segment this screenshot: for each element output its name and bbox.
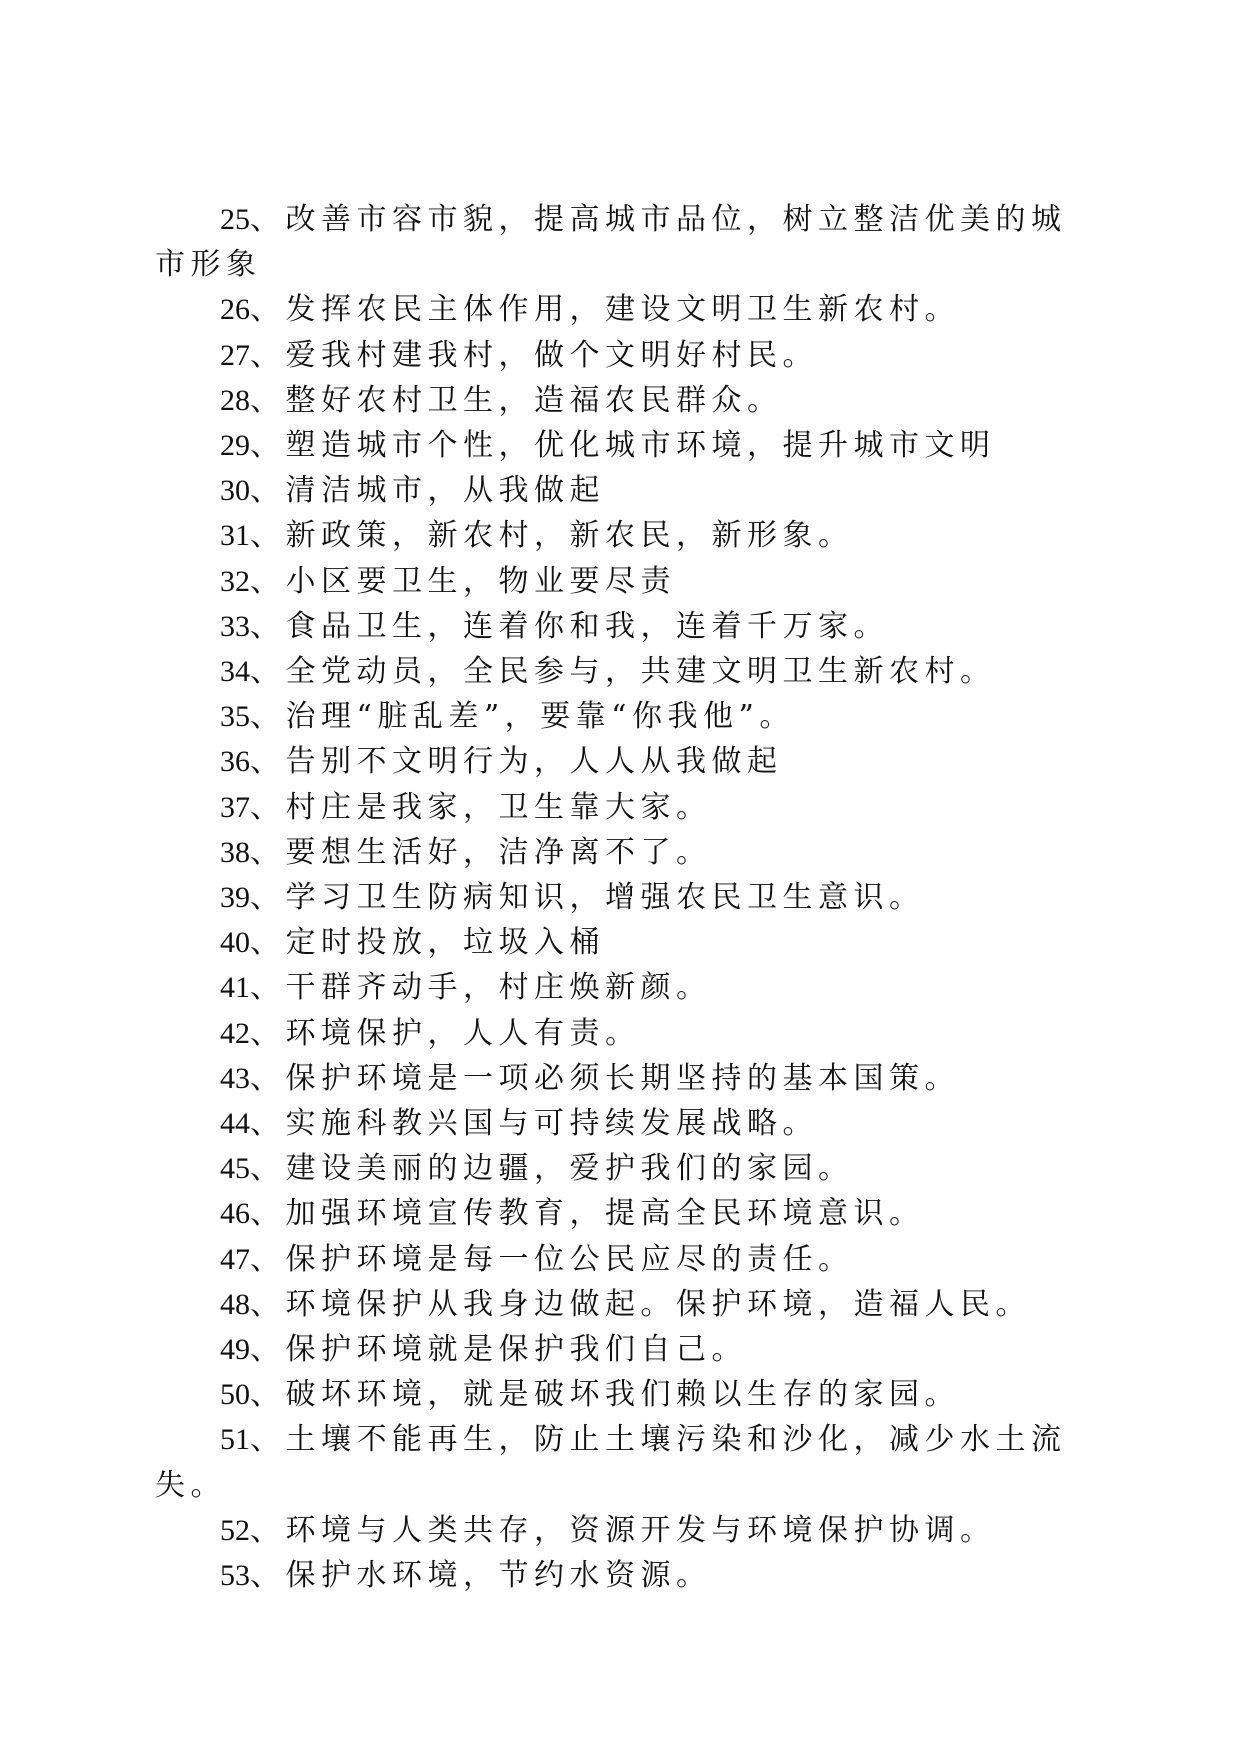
item-text: 、实施科教兴国与可持续发展战略。 [250,1106,818,1142]
item-text: 、破坏环境，就是破坏我们赖以生存的家园。 [250,1377,960,1413]
item-text: 、要想生活好，洁净离不了。 [250,834,712,870]
list-item [155,1508,1085,1553]
list-item [155,1237,1085,1282]
item-number: 51 [220,1423,250,1457]
item-text: 、治理“脏乱差”，要靠“你我他”。 [250,699,795,735]
item-number: 33 [220,609,250,643]
list-item [155,1146,1085,1191]
list-item [155,965,1085,1010]
item-number: 37 [220,790,250,824]
item-number: 36 [220,745,250,779]
list-item [155,739,1085,784]
item-text: 、改善市容市貌，提高城市品位，树立整洁优美的城市形象 [155,202,1067,283]
item-number: 50 [220,1378,250,1412]
list-item [155,785,1085,830]
list-item [155,1011,1085,1056]
item-number: 34 [220,655,250,689]
list-item [155,1101,1085,1146]
item-text: 、定时投放，垃圾入桶 [250,925,605,961]
item-number: 28 [220,383,250,417]
list-item [155,1372,1085,1417]
list-item [155,468,1085,513]
list-item [155,559,1085,604]
item-number: 25 [220,203,250,236]
item-text: 、爱我村建我村，做个文明好村民。 [250,337,818,373]
item-number: 26 [220,293,250,327]
item-number: 29 [220,429,250,463]
item-number: 52 [220,1513,250,1547]
item-text: 、整好农村卫生，造福农民群众。 [250,382,783,418]
item-text: 、全党动员，全民参与，共建文明卫生新农村。 [250,654,996,690]
item-number: 27 [220,338,250,372]
item-text: 、加强环境宣传教育，提高全民环境意识。 [250,1196,925,1232]
item-number: 40 [220,926,250,960]
list-item [155,1553,1085,1598]
item-text: 、保护水环境，节约水资源。 [250,1558,712,1594]
list-item [155,513,1085,558]
item-number: 38 [220,835,250,869]
list-item [155,830,1085,875]
list-item [155,920,1085,965]
item-text: 、保护环境是每一位公民应尽的责任。 [250,1241,854,1277]
item-text: 、保护环境是一项必须长期坚持的基本国策。 [250,1060,960,1096]
item-number: 48 [220,1287,250,1321]
item-text: 、环境与人类共存，资源开发与环境保护协调。 [250,1512,996,1548]
item-text: 、村庄是我家，卫生靠大家。 [250,789,712,825]
item-text: 、食品卫生，连着你和我，连着千万家。 [250,608,889,644]
item-text: 、建设美丽的边疆，爱护我们的家园。 [250,1151,854,1187]
item-text: 、塑造城市个性，优化城市环境，提升城市文明 [250,428,996,464]
item-text: 、干群齐动手，村庄焕新颜。 [250,970,712,1006]
list-item [155,1282,1085,1327]
list-item [155,287,1085,332]
list-item [155,333,1085,378]
item-number: 44 [220,1107,250,1141]
item-number: 43 [220,1061,250,1095]
item-number: 35 [220,700,250,734]
item-number: 31 [220,519,250,553]
item-number: 30 [220,474,250,508]
item-text: 、新政策，新农村，新农民，新形象。 [250,518,854,554]
item-text: 、清洁城市，从我做起 [250,473,605,509]
item-text: 、小区要卫生，物业要尽责 [250,563,676,599]
item-text: 、保护环境就是保护我们自己。 [250,1332,747,1368]
item-number: 39 [220,881,250,915]
item-number: 53 [220,1559,250,1593]
item-text: 、告别不文明行为，人人从我做起 [250,744,783,780]
item-text: 、环境保护从我身边做起。保护环境，造福人民。 [250,1286,1031,1322]
item-text: 、发挥农民主体作用，建设文明卫生新农村。 [250,292,960,328]
list-item [155,694,1085,739]
list-item [155,1417,1085,1507]
item-number: 41 [220,971,250,1005]
list-item [155,1327,1085,1372]
slogan-list [155,197,1085,1598]
item-number: 32 [220,564,250,598]
item-text: 、学习卫生防病知识，增强农民卫生意识。 [250,880,925,916]
item-number: 49 [220,1333,250,1367]
list-item [155,604,1085,649]
item-number: 46 [220,1197,250,1231]
list-item [155,378,1085,423]
list-item [155,875,1085,920]
list-item [155,197,1085,287]
list-item [155,1191,1085,1236]
list-item [155,423,1085,468]
item-number: 42 [220,1016,250,1050]
item-text: 、环境保护，人人有责。 [250,1015,641,1051]
item-number: 45 [220,1152,250,1186]
item-text: 、土壤不能再生，防止土壤污染和沙化，减少水土流失。 [155,1422,1067,1503]
item-number: 47 [220,1242,250,1276]
list-item [155,649,1085,694]
list-item [155,1056,1085,1101]
